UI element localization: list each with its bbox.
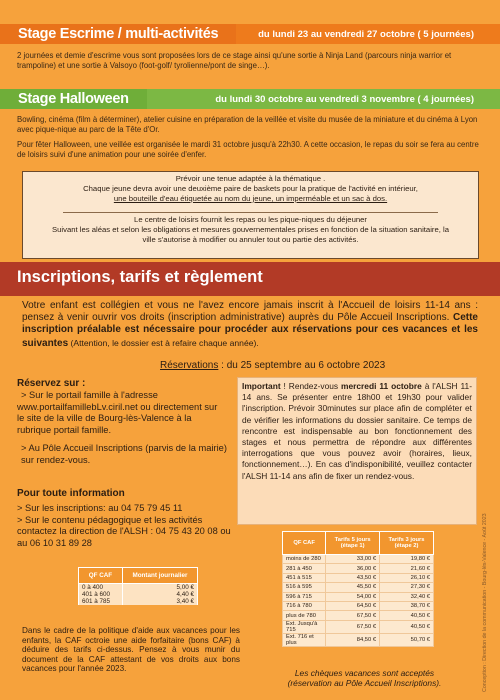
- stage-escrime-title: Stage Escrime / multi-activités: [0, 24, 236, 44]
- reserve-heading: Réservez sur :: [17, 378, 86, 389]
- t2-cell: 40,50 €: [380, 611, 434, 620]
- t2-cell: 38,70 €: [380, 601, 434, 610]
- t2-cell: Ext. 716 et plus: [283, 633, 326, 646]
- info-alsh-contact: > Sur le contenu pédagogique et les activités contactez la direction de l'ALSH : 04 75 43 20 08 ou au 06 10 31 89 28: [17, 514, 231, 549]
- table-row: [79, 584, 198, 592]
- t2-cell: 516 à 595: [283, 583, 326, 592]
- inscription-intro: [22, 300, 478, 350]
- stage-halloween-description: Bowling, cinéma (film à déterminer), atelier cuisine en préparation de la veillée et visite du musée de la miniature et du cinéma à Lyon avec pique-nique au parc de la Tête d'Or.: [17, 115, 478, 135]
- section-title: Inscriptions, tarifs et règlement: [17, 268, 263, 286]
- reserve-pole-accueil: > Au Pôle Accueil Inscriptions (parvis de la mairie) sur rendez-vous.: [21, 442, 227, 465]
- table-row: [283, 555, 434, 564]
- t2-cell: 26,10 €: [380, 573, 434, 582]
- important-label: Important: [242, 381, 281, 391]
- table-row: [283, 633, 434, 646]
- t2-cell: 33,00 €: [326, 555, 380, 564]
- t1-cell: 4,40 €: [122, 591, 197, 598]
- t2-cell: 716 à 780: [283, 601, 326, 610]
- t2-cell: 596 à 715: [283, 592, 326, 601]
- t2-cell: 32,40 €: [380, 592, 434, 601]
- info-heading: Pour toute information: [17, 488, 125, 499]
- intro-part-2: Cette inscription préalable est nécessaire pour procéder aux réservations pour ces vacances et les suivantes: [22, 312, 478, 349]
- table-row: [79, 598, 198, 605]
- t2-cell: 45,50 €: [326, 583, 380, 592]
- table-row: [283, 611, 434, 620]
- t1-cell: 0 à 400: [79, 584, 123, 592]
- credits-vertical: [482, 512, 492, 692]
- t2-header-5days: Tarifs 5 jours (étape 1): [326, 532, 380, 555]
- notice-line-5: Suivant les aléas et selon les obligations et mesures gouvernementales prises en fonction de la situation sanitaire, la: [52, 225, 449, 234]
- important-text-a: ! Rendez-vous: [280, 381, 342, 391]
- notice-line-1: Prévoir une tenue adaptée à la thématique .: [175, 174, 326, 183]
- notice-line-3: une bouteille d'eau étiquetée au nom du jeune, un imperméable et un sac à dos.: [113, 194, 388, 203]
- t2-cell: 50,70 €: [380, 633, 434, 646]
- t1-cell: 601 à 785: [79, 598, 123, 605]
- t1-cell: 401 à 600: [79, 591, 123, 598]
- t2-cell: 67,50 €: [326, 620, 380, 633]
- notice-line-2: Chaque jeune devra avoir une deuxième paire de baskets pour la pratique de l'activité en intérieur,: [83, 184, 418, 193]
- t2-cell: 54,00 €: [326, 592, 380, 601]
- t1-header-amount: Montant journalier: [122, 568, 197, 584]
- t2-cell: 281 à 450: [283, 564, 326, 573]
- stage-escrime-banner: [0, 24, 500, 44]
- reservation-period: : du 25 septembre au 6 octobre 2023: [218, 360, 386, 371]
- t2-cell: 40,50 €: [380, 620, 434, 633]
- daily-rate-table: [78, 567, 198, 605]
- stage-halloween-banner: [0, 89, 500, 109]
- t2-cell: 67,50 €: [326, 611, 380, 620]
- t2-header-3days: Tarifs 3 jours (étape 2): [380, 532, 434, 555]
- reservation-label: Réservations: [160, 360, 219, 371]
- table-row: [283, 620, 434, 633]
- credits-text: Conception : Direction de la communication - Bourg-lès-Valence - Août 2023: [482, 513, 488, 692]
- notice-divider: [63, 212, 438, 213]
- reservation-dates: [160, 360, 385, 371]
- cheques-vacances-note: Les chèques vacances sont acceptés (réservation au Pôle Accueil Inscriptions).: [287, 668, 442, 688]
- t2-cell: 451 à 515: [283, 573, 326, 582]
- intro-part-1: Votre enfant est collégien et vous ne l'avez encore jamais inscrit à l'Accueil de loisirs 11-14 ans : pensez à venir ouvrir vos droits (inscription administrative) auprès du Pôle Accueil Inscriptions.: [22, 300, 478, 324]
- t2-header-qf: QF CAF: [283, 532, 326, 555]
- t1-cell: 3,40 €: [122, 598, 197, 605]
- t2-cell: 36,00 €: [326, 564, 380, 573]
- t2-cell: 43,50 €: [326, 573, 380, 582]
- reserve-portal: > Sur le portail famille à l'adresse: [21, 389, 158, 400]
- stage-halloween-dates: du lundi 30 octobre au vendredi 3 novembre ( 4 journées): [215, 93, 474, 105]
- intro-part-3: (Attention, le dossier est à refaire chaque année).: [68, 337, 259, 348]
- stage-escrime-description: 2 journées et demie d'escrime vous sont proposées lors de ce stage ainsi qu'une sortie à Ninja Land (parcours ninja warrior et trampoline) et une sortie à Valsoyo (foot-golf/ tyrolienne/pont de singe…).: [17, 51, 452, 71]
- t2-cell: plus de 780: [283, 611, 326, 620]
- notice-line-6: ville s'autorise à modifier ou annuler tout ou partie des activités.: [142, 235, 359, 244]
- t1-cell: 5,00 €: [122, 584, 197, 592]
- important-text-b: à l'ALSH 11-14 ans. Se présenter entre 18h00 et 19h30 pour valider l'inscription. Prévoir 30minutes sur place afin de compléter et de vérifier les informations du dossier sanitaire. Ce temps de rencontre est indispensable au bon fonctionnement des stages et nous permettra de répondre aux différentes interrogations que vous pouvez avoir (horaires, lieux, fonctionnement…). En cas d'indisponibilité, veuillez contacter l'ALSH 11-14 ans afin de fixer un rendez-vous.: [242, 381, 472, 481]
- reservation-methods: [17, 378, 227, 467]
- table-row: [79, 591, 198, 598]
- important-date: mercredi 11 octobre: [341, 381, 422, 391]
- caf-aid-text: Dans le cadre de la politique d'aide aux vacances pour les enfants, la CAF octroie une aide forfaitaire (bons CAF) à déduire des tarifs ci-dessus. Pensez à vous munir du document de la CAF attestant de vos droits aux bons vacances pour l'année 2023.: [22, 626, 240, 674]
- t2-cell: 19,80 €: [380, 555, 434, 564]
- stage-halloween-title: Stage Halloween: [0, 89, 147, 109]
- table-row: [283, 592, 434, 601]
- t2-cell: 21,60 €: [380, 564, 434, 573]
- notice-box: [22, 171, 479, 259]
- reserve-portal-url[interactable]: www.portailfamillebLv.ciril.net ou directement sur le site de la ville de Bourg-lès-Valence à la rubrique portail famille.: [17, 401, 218, 436]
- table-row: [283, 573, 434, 582]
- info-inscriptions-phone: > Sur les inscriptions: au 04 75 79 45 11: [17, 502, 183, 513]
- t2-cell: Ext. Jusqu'à 715: [283, 620, 326, 633]
- stage-escrime-dates: du lundi 23 au vendredi 27 octobre ( 5 journées): [258, 28, 474, 40]
- t1-header-qf: QF CAF: [79, 568, 123, 584]
- table-row: [283, 601, 434, 610]
- t2-cell: 84,50 €: [326, 633, 380, 646]
- table-row: [283, 564, 434, 573]
- important-box: [237, 377, 477, 525]
- stage-halloween-veillee: Pour fêter Halloween, une veillée est organisée le mardi 31 octobre jusqu'à 22h30. A cette occasion, le repas du soir se fera au centre de loisirs suivi d'une animation pour une soirée d'enfer.: [17, 140, 479, 160]
- notice-line-4: Le centre de loisirs fournit les repas ou les pique-niques du déjeuner: [134, 215, 367, 224]
- t2-cell: moins de 280: [283, 555, 326, 564]
- inscriptions-section-header: [0, 262, 500, 296]
- t2-cell: 27,30 €: [380, 583, 434, 592]
- table-row: [283, 583, 434, 592]
- stage-rate-table: [282, 531, 434, 647]
- t2-cell: 64,50 €: [326, 601, 380, 610]
- contact-info: [17, 488, 232, 550]
